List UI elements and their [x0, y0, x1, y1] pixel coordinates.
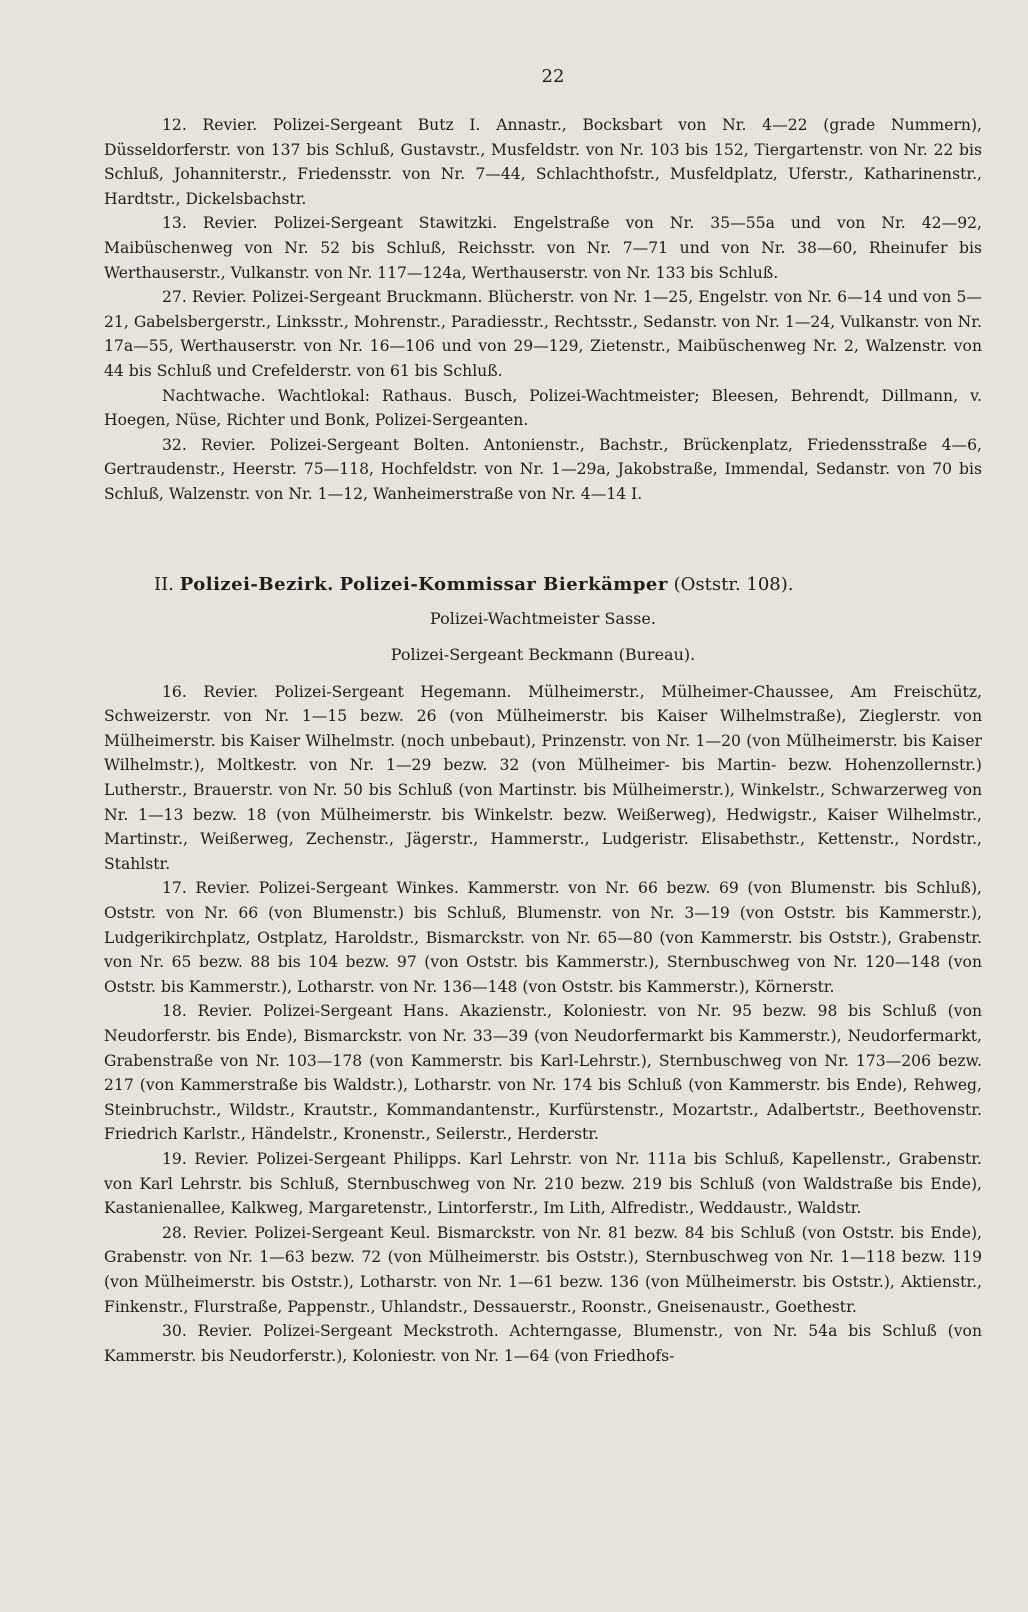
night-watch-paragraph: Nachtwache. Wachtlokal: Rathaus. Busch, Polizei-Wachtmeister; Bleesen, Behrendt, Dillmann, v. Hoegen, Nüse, Richter und Bonk, Polizei-Sergeanten. [104, 386, 982, 430]
revier-13-paragraph: 13. Revier. Polizei-Sergeant Stawitzki. Engelstraße von Nr. 35—55a und von Nr. 42—92, Maibüschenweg von Nr. 52 bis Schluß, Reichsstr. von Nr. 7—71 und von Nr. 38—60, Rheinufer bis Werthauserstr., Vulkanstr. von Nr. 117—124a, Werthauserstr. von Nr. 133 bis Schluß. [104, 214, 982, 282]
section-numeral: II. [154, 573, 174, 595]
district-one-continued [104, 113, 982, 507]
page-number: 22 [541, 66, 565, 87]
commissar-title: Polizei-Kommissar Bierkämper [339, 573, 668, 595]
revier-30-paragraph: 30. Revier. Polizei-Sergeant Meckstroth. Achterngasse, Blumenstr., von Nr. 54a bis Schluß (von Kammerstr. bis Neudorferstr.), Koloniestr. von Nr. 1—64 (von Friedhofs- [104, 1322, 982, 1365]
revier-28-paragraph: 28. Revier. Polizei-Sergeant Keul. Bismarckstr. von Nr. 81 bezw. 84 bis Schluß (von Oststr. bis Ende), Grabenstr. von Nr. 1—63 bezw. 72 (von Mülheimerstr. bis Oststr.), Sternbuschweg von Nr. 1—118 bezw. 119 (von Mülheimerstr. bis Oststr.), Lotharstr. von Nr. 1—61 bezw. 136 (von Mülheimerstr. bis Oststr.), Aktienstr., Finkenstr., Flurstraße, Pappenstr., Uhlandstr., Dessauerstr., Roonstr., Gneisenaustr., Goethestr. [104, 1223, 982, 1316]
section-heading [104, 571, 982, 599]
revier-27-paragraph: 27. Revier. Polizei-Sergeant Bruckmann. Blücherstr. von Nr. 1—25, Engelstr. von Nr. 6—14 und von 5—21, Gabelsbergerstr., Linksstr., Mohrenstr., Paradiesstr., Rechtsstr., Sedanstr. von Nr. 1—24, Vulkanstr. von Nr. 17a—55, Werthauserstr. von Nr. 16—106 und von 29—129, Zietenstr., Maibüschenweg Nr. 2, Walzenstr. von 44 bis Schluß und Crefelderstr. von 61 bis Schluß. [104, 288, 982, 380]
revier-12-paragraph: 12. Revier. Polizei-Sergeant Butz I. Annastr., Bocksbart von Nr. 4—22 (grade Nummern), Düsseldorferstr. von 137 bis Schluß, Gustavstr., Musfeldstr. von Nr. 103 bis 152, Tiergartenstr. von Nr. 22 bis Schluß, Johanniterstr., Friedensstr. von Nr. 7—44, Schlachthofstr., Musfeldplatz, Uferstr., Katharinenstr., Hardtstr., Dickelsbachstr. [104, 116, 982, 208]
district-two [104, 680, 982, 1369]
revier-16-paragraph: 16. Revier. Polizei-Sergeant Hegemann. Mülheimerstr., Mülheimer-Chaussee, Am Freischütz, Schweizerstr. von Nr. 1—15 bezw. 26 (von Mülheimerstr. bis Kaiser Wilhelmstraße), Zieglerstr. von Mülheimerstr. bis Kaiser Wilhelmstr. (noch unbebaut), Prinzenstr. von Nr. 1—20 (von Mülheimerstr. bis Kaiser Wilhelmstr.), Moltkestr. von Nr. 1—29 bezw. 32 (von Mülheimer- bis Martin- bezw. Hohenzollernstr.) Lutherstr., Brauerstr. von Nr. 50 bis Schluß (von Martinstr. bis Mülheimerstr.), Winkelstr., Schwarzerweg von Nr. 1—13 bezw. 18 (von Mülheimerstr. bis Winkelstr. bezw. Weißerweg), Hedwigstr., Kaiser Wilhelmstr., Martinstr., Weißerweg, Zechenstr., Jägerstr., Hammerstr., Ludgeristr. Elisabethstr., Kettenstr., Nordstr., Stahlstr. [104, 682, 982, 873]
revier-32-paragraph: 32. Revier. Polizei-Sergeant Bolten. Antonienstr., Bachstr., Brückenplatz, Friedensstraße 4—6, Gertraudenstr., Heerstr. 75—118, Hochfeldstr. von Nr. 1—29a, Jakobstraße, Immendal, Sedanstr. von 70 bis Schluß, Walzenstr. von Nr. 1—12, Wanheimerstraße von Nr. 4—14 I. [104, 435, 982, 503]
revier-17-paragraph: 17. Revier. Polizei-Sergeant Winkes. Kammerstr. von Nr. 66 bezw. 69 (von Blumenstr. bis Schluß), Oststr. von Nr. 66 (von Blumenstr.) bis Schluß, Blumenstr. von Nr. 3—19 (von Oststr. bis Kammerstr.), Ludgerikirchplatz, Ostplatz, Haroldstr., Bismarckstr. von Nr. 65—80 (von Kammerstr. bis Oststr.), Grabenstr. von Nr. 65 bezw. 88 bis 104 bezw. 97 (von Oststr. bis Kammerstr.), Sternbuschweg von Nr. 120—148 (von Oststr. bis Kammerstr.), Lotharstr. von Nr. 136—148 (von Oststr. bis Kammerstr.), Körnerstr. [104, 879, 982, 996]
revier-18-paragraph: 18. Revier. Polizei-Sergeant Hans. Akazienstr., Koloniestr. von Nr. 95 bezw. 98 bis Schluß (von Neudorferstr. bis Ende), Bismarckstr. von Nr. 33—39 (von Neudorfermarkt bis Kammerstr.), Neudorfermarkt, Grabenstraße von Nr. 103—178 (von Kammerstr. bis Karl-Lehrstr.), Sternbuschweg von Nr. 173—206 bezw. 217 (von Kammerstraße bis Waldstr.), Lotharstr. von Nr. 174 bis Schluß (von Kammerstr. bis Ende), Rehweg, Steinbruchstr., Wildstr., Krautstr., Kommandantenstr., Kurfürstenstr., Mozartstr., Adalbertstr., Beethovenstr. Friedrich Karlstr., Händelstr., Kronenstr., Seilerstr., Herderstr. [104, 1002, 982, 1144]
revier-19-paragraph: 19. Revier. Polizei-Sergeant Philipps. Karl Lehrstr. von Nr. 111a bis Schluß, Kapellenstr., Grabenstr. von Karl Lehrstr. bis Schluß, Sternbuschweg von Nr. 210 bezw. 219 bis Schluß (von Waldstraße bis Ende), Kastanienallee, Kalkweg, Margaretenstr., Lintorferstr., Im Lith, Alfredistr., Weddaustr., Waldstr. [104, 1149, 982, 1218]
district-title: Polizei-Bezirk. [179, 573, 334, 595]
wachtmeister-line: Polizei-Wachtmeister Sasse. [430, 608, 656, 628]
commissar-address: (Oststr. 108). [673, 573, 794, 595]
sergeant-bureau-line: Polizei-Sergeant Beckmann (Bureau). [390, 645, 696, 665]
